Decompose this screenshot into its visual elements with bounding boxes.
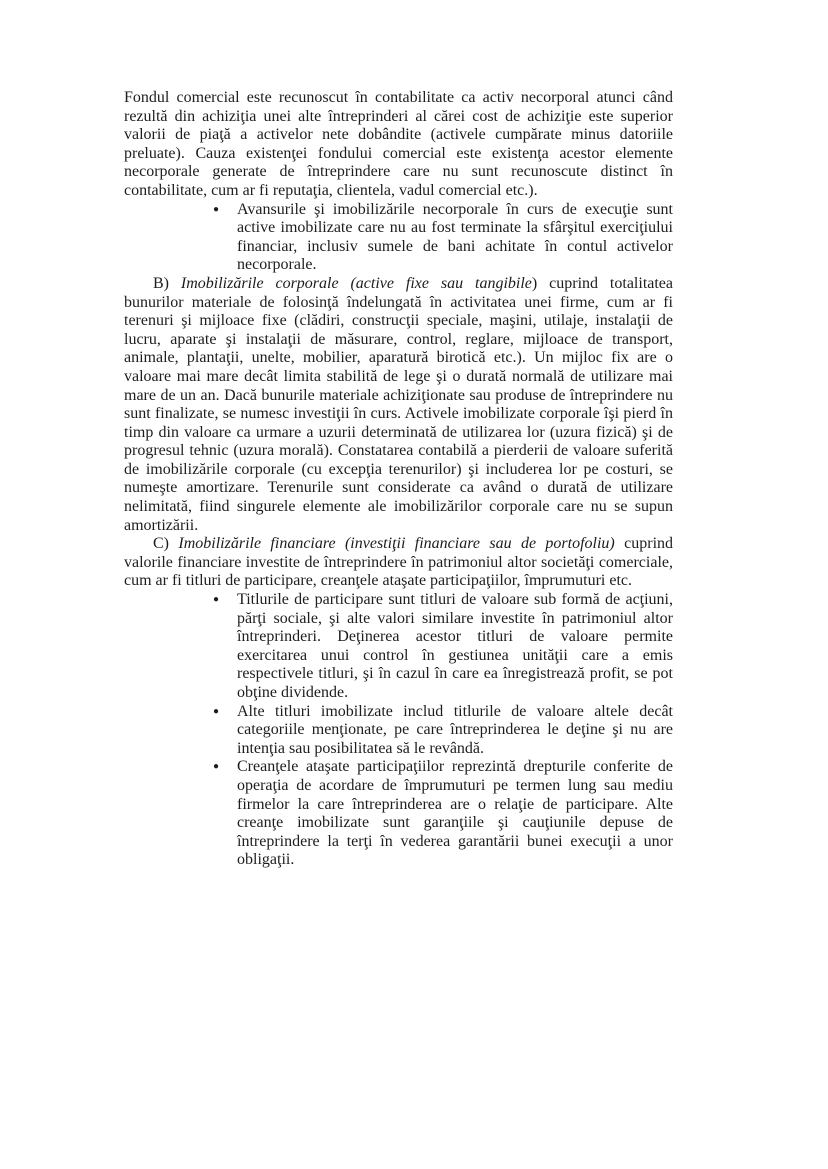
- list-item-avansuri: [124, 201, 673, 275]
- list-item-avansuri-text: Avansurile şi imobilizările necorporale în curs de execuţie sunt active imobilizate care nu au fost terminate la sfârşitul exerciţiului financiar, inclusiv sumele de bani achitate în contul activelor necorporale.: [237, 200, 673, 274]
- section-b-title: Imobilizările corporale (active fixe sau tangibile: [180, 274, 532, 292]
- bullet-icon: ●: [213, 761, 220, 773]
- section-c-label: C): [153, 535, 179, 553]
- list-item-creante-atasate: [124, 758, 673, 870]
- paragraph-section-c: [124, 535, 673, 591]
- paragraph-goodwill-continuation: Fondul comercial este recunoscut în contabilitate ca activ necorporal atunci când rezultă din achiziţia unei alte întreprinderi al cărei cost de achiziţie este superior valorii de piaţă a activelor nete dobândite (activele cumpărate minus datoriile preluate). Cauza existenţei fondului comercial este existenţa acestor elemente necorporale generate de întreprindere care nu sunt recunoscute distinct în contabilitate, cum ar fi reputaţia, clientela, vadul comercial etc.).: [124, 89, 673, 199]
- bullet-icon: ●: [213, 203, 220, 215]
- section-c-title: Imobilizările financiare (investiţii financiare sau de portofoliu): [178, 535, 615, 553]
- list-item-alte-titluri: [124, 703, 673, 759]
- bullet-icon: ●: [213, 594, 220, 606]
- bullet-icon: ●: [213, 705, 220, 717]
- paragraph-section-b: [124, 275, 673, 535]
- text-block: [124, 89, 673, 870]
- list-item-alte-titluri-text: Alte titluri imobilizate includ titlurile de valoare altele decât categoriile menţionate, pe care întreprinderea le deţine şi nu are intenţia sau posibilitatea să le revândă.: [237, 702, 673, 757]
- section-c-body: cuprind valorile financiare investite de întreprindere în patrimoniul altor societăţi comerciale, cum ar fi titluri de participare, creanţele ataşate participaţiilor, împrumuturi etc.: [124, 535, 674, 590]
- section-b-body: ) cuprind totalitatea bunurilor materiale de folosinţă îndelungată în activitatea unei firme, cum ar fi terenuri şi mijloace fixe (clădiri, construcţii speciale, maşini, utilaje, instalaţii de lucru, aparate şi instalaţii de măsurare, control, reglare, mijloace de transport, animale, plantaţii, unelte, mobilier, aparatură birotică etc.). Un mijloc fix are o valoare mai mare decât limita stabilită de lege şi o durată normală de utilizare mai mare de un an. Dacă bunurile materiale achiziţionate sau produse de întreprindere nu sunt finalizate, se numesc investiţii în curs. Activele imobilizate corporale îşi pierd în timp din valoare ca urmare a uzurii determinată de utilizarea lor (uzura fizică) şi de progresul tehnic (uzura morală). Constatarea contabilă a pierderii de valoare suferită de imobilizările corporale (cu excepţia terenurilor) şi includerea lor pe costuri, se numeşte amortizare. Terenurile sunt considerate ca având o durată de utilizare nelimitată, fiind singurele elemente ale imobilizărilor corporale care nu se supun amortizării.: [124, 274, 674, 534]
- list-item-titluri-participare: [124, 591, 673, 703]
- list-item-titluri-participare-text: Titlurile de participare sunt titluri de valoare sub formă de acţiuni, părţi sociale, şi alte valori similare investite în patrimoniul altor întreprinderi. Deţinerea acestor titluri de valoare permite exercitarea unui control în gestiunea unităţii care a emis respectivele titluri, şi în cazul în care ea înregistrează profit, se pot obţine dividende.: [237, 591, 673, 701]
- section-b-label: B): [153, 274, 181, 292]
- list-item-creante-atasate-text: Creanţele ataşate participaţiilor reprezintă drepturile conferite de operaţia de acordare de împrumuturi pe termen lung sau mediu firmelor la care întreprinderea are o relaţie de participare. Alte creanţe imobilizate sunt garanţiile şi cauţiunile depuse de întreprindere la terţi în vederea garantării bunei execuţii a unor obligaţii.: [237, 758, 673, 869]
